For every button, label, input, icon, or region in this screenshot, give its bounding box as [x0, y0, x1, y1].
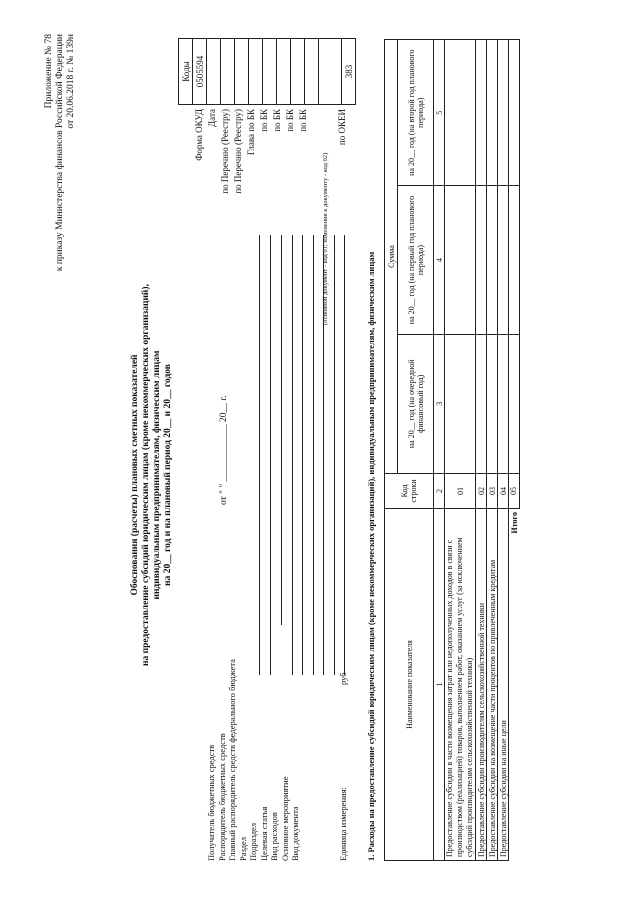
- code-bk-2: [277, 39, 291, 105]
- fill-line-subsection: [302, 235, 303, 675]
- row-value-y2[interactable]: [445, 186, 476, 334]
- unit-value: руб: [338, 672, 348, 685]
- row-value-y3[interactable]: [487, 40, 498, 186]
- label-bk-4: по БК: [298, 109, 308, 132]
- codes-header: Коды: [179, 39, 193, 105]
- title-line-1: Обоснования (расчеты) плановых сметных показателей: [130, 354, 140, 596]
- codes-table: [178, 38, 356, 105]
- code-date: [207, 39, 221, 105]
- fill-line-basis: [334, 235, 335, 675]
- row-code: 03: [487, 474, 498, 509]
- col-number-5: 5: [434, 40, 445, 186]
- total-row: [509, 40, 520, 861]
- title-line-2: на предоставление субсидий юридическим лицам (кроме некоммерческих организаций),: [141, 284, 151, 666]
- code-bk-3: [291, 39, 305, 105]
- col-number-3: 3: [434, 334, 445, 473]
- fill-line-manager: [270, 235, 271, 675]
- label-okud: Форма ОКУД: [194, 109, 204, 161]
- fill-line-recipient: [259, 235, 260, 675]
- header-sum: Сумма: [385, 40, 398, 474]
- code-bk-4: [305, 39, 319, 105]
- row-name: Предоставление субсидии производителям сельскохозяйственной техники: [476, 509, 487, 861]
- total-value-y1[interactable]: [509, 334, 520, 473]
- label-perechen-1: по Перечню (Реестру): [220, 109, 230, 194]
- table-row: [445, 40, 476, 861]
- row-value-y1[interactable]: [476, 334, 487, 473]
- row-name: Предоставление субсидии на иные цели: [498, 509, 509, 861]
- table-row: [487, 40, 498, 861]
- row-value-y2[interactable]: [498, 186, 509, 334]
- row-name: Предоставление субсидии в части возмещения затрат или недополученных доходов в связи с производством (реализацией) товаров, выполнением работ, оказанием услуг (за исключением субсидий производителям сельскохозяйственной техники): [445, 509, 476, 861]
- total-value-y2[interactable]: [509, 186, 520, 334]
- col-number-1: 1: [434, 509, 445, 861]
- fill-line-target: [313, 235, 314, 675]
- label-unit: Единица измерения:: [338, 787, 348, 861]
- code-perechen-1: [221, 39, 235, 105]
- appendix-order: к приказу Министерства финансов Российской Федерации: [55, 34, 65, 272]
- row-value-y3[interactable]: [445, 40, 476, 186]
- appendix-block: [44, 34, 77, 394]
- label-subsection: Подраздел: [248, 822, 258, 861]
- label-bk-3: по БК: [285, 109, 295, 132]
- subsidies-table: [384, 39, 520, 861]
- col-number-2: 2: [434, 474, 445, 509]
- code-okei: 383: [342, 39, 356, 105]
- row-value-y3[interactable]: [476, 40, 487, 186]
- table-row: [498, 40, 509, 861]
- appendix-date: от 20.06.2018 г. № 139н: [66, 34, 76, 129]
- total-value-y3[interactable]: [509, 40, 520, 186]
- row-value-y2[interactable]: [476, 186, 487, 334]
- code-okud: 0505594: [193, 39, 207, 105]
- label-expense: Вид расходов: [269, 812, 279, 861]
- code-glava: [249, 39, 263, 105]
- document-title: [130, 265, 174, 685]
- fill-line-section: [292, 235, 293, 675]
- doc-type-note: (основной документ - код 01; изменения к документу - код 02): [322, 152, 329, 325]
- label-doctype: Вид документа: [290, 806, 300, 861]
- label-perechen-2: по Перечню (Реестру): [233, 109, 243, 194]
- header-code: Код строки: [385, 474, 434, 509]
- total-code: 05: [509, 474, 520, 509]
- header-year-2: на 20__ год (на первый год планового периода): [398, 186, 434, 334]
- label-recipient: Получатель бюджетных средств: [206, 744, 216, 861]
- row-value-y1[interactable]: [498, 334, 509, 473]
- label-bk-2: по БК: [272, 109, 282, 132]
- row-code: 01: [445, 474, 476, 509]
- row-code: 04: [498, 474, 509, 509]
- appendix-number: Приложение № 78: [44, 34, 54, 109]
- label-manager: Распорядитель бюджетных средств: [216, 733, 227, 861]
- row-value-y2[interactable]: [487, 186, 498, 334]
- label-target: Целевая статья: [258, 806, 269, 861]
- label-basis: Основное мероприятие: [279, 776, 290, 861]
- row-value-y3[interactable]: [498, 40, 509, 186]
- header-name: Наименование показателя: [385, 509, 434, 861]
- header-year-1: на 20__ год (на очередной финансовый год): [398, 334, 434, 473]
- title-line-4: на 20__ год и на плановый период 20__ и 20__ годов: [163, 364, 173, 586]
- requisites-labels: [206, 531, 301, 861]
- section-heading: 1. Расходы на предоставление субсидий юридическим лицам (кроме некоммерческих организаций), индивидуальным предпринимателям, физическим лицам: [366, 251, 376, 861]
- row-code: 02: [476, 474, 487, 509]
- code-bk-1: [263, 39, 277, 105]
- title-line-3: индивидуальным предпринимателям, физическим лицам: [152, 350, 162, 600]
- fill-line-chief: [281, 235, 282, 625]
- header-year-3: на 20__ год (на второй год планового периода): [398, 40, 434, 186]
- document-date-line: от " " ____________ 20__ г.: [219, 395, 229, 505]
- row-value-y1[interactable]: [445, 334, 476, 473]
- row-name: Предоставление субсидии на возмещение части процентов по привлеченным кредитам: [487, 509, 498, 861]
- label-okei: по ОКЕИ: [337, 109, 347, 146]
- label-date: Дата: [207, 109, 217, 127]
- row-value-y1[interactable]: [487, 334, 498, 473]
- total-label: Итого: [509, 509, 520, 861]
- fill-line-doctype: [344, 235, 345, 675]
- label-chief: Главный распорядитель средств федерального бюджета: [227, 659, 237, 861]
- label-bk-1: по БК: [259, 109, 269, 132]
- label-glava: Глава по БК: [246, 109, 256, 156]
- label-section: Раздел: [237, 836, 248, 861]
- table-row: [476, 40, 487, 861]
- col-number-4: 4: [434, 186, 445, 334]
- code-blank: [319, 39, 342, 105]
- code-perechen-2: [235, 39, 249, 105]
